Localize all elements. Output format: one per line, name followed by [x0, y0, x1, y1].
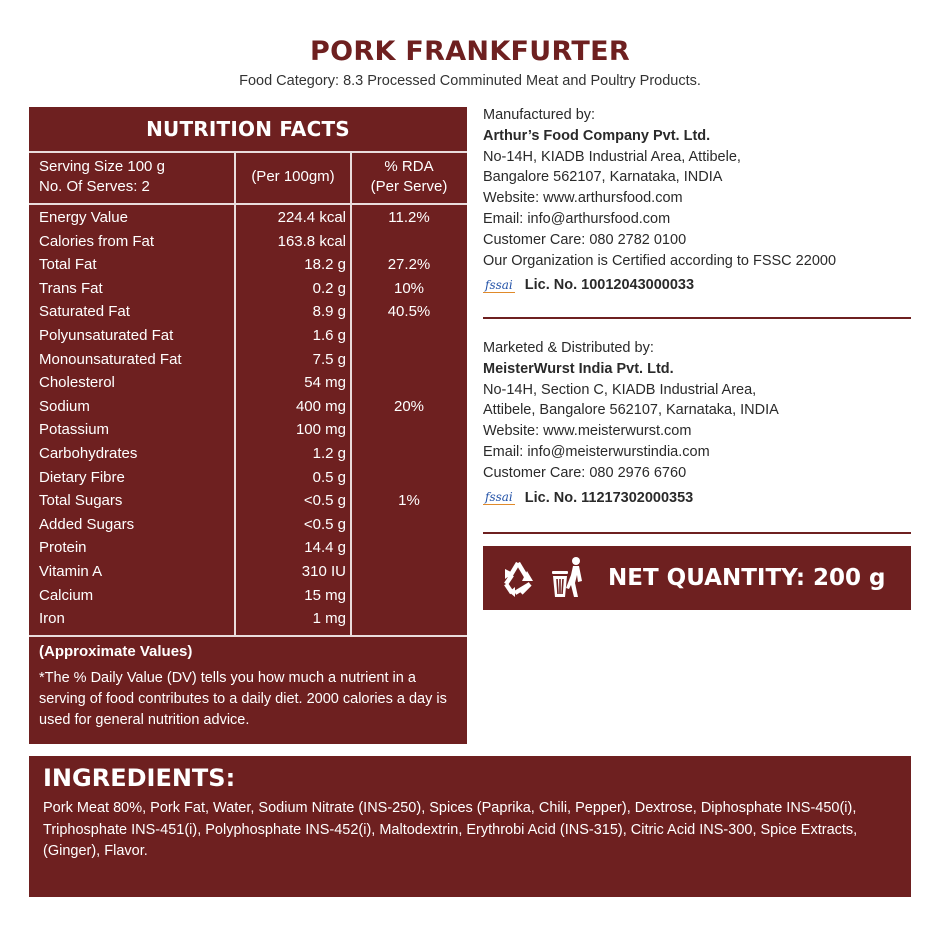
table-row — [29, 230, 467, 254]
nutrient-amount: <0.5 g — [303, 515, 346, 533]
table-row — [29, 206, 467, 230]
nutrient-name: Calcium — [39, 586, 94, 604]
nutrient-amount: <0.5 g — [303, 492, 346, 510]
table-row — [29, 418, 467, 442]
rda-header: % RDA — [384, 158, 434, 175]
marketer-email: Email: info@meisterwurstindia.com — [483, 443, 710, 460]
nutrient-rda: 1% — [398, 492, 420, 510]
nutrient-amount: 400 mg — [295, 397, 346, 415]
net-quantity-box — [483, 546, 911, 610]
table-row — [29, 489, 467, 513]
nutrient-rda: 27.2% — [387, 256, 431, 274]
marketer-license: Lic. No. 11217302000353 — [524, 489, 694, 506]
nutrient-name: Carbohydrates — [39, 445, 138, 462]
nutrition-facts-panel — [29, 107, 467, 744]
nutrient-name: Total Fat — [39, 256, 97, 274]
marketer-license-line — [483, 488, 913, 509]
nutrient-rda: 11.2% — [388, 209, 430, 226]
manufacturer-website: Website: www.arthursfood.com — [483, 190, 683, 207]
nutrient-name: Vitamin A — [39, 563, 103, 580]
manufacturer-address-1: No-14H, KIADB Industrial Area, Attibele, — [483, 148, 741, 165]
table-row — [29, 395, 467, 419]
section-divider-1 — [483, 317, 911, 319]
manufacturer-block — [483, 105, 913, 296]
section-divider-2 — [483, 532, 911, 534]
nutrient-name: Potassium — [39, 421, 110, 439]
nutrient-name: Cholesterol — [39, 374, 115, 392]
approximate-values-note: (Approximate Values) — [39, 643, 193, 660]
nutrition-facts-title: NUTRITION FACTS — [146, 117, 350, 141]
table-row — [29, 348, 467, 372]
marketer-customer-care: Customer Care: 080 2976 6760 — [483, 464, 687, 481]
table-row — [29, 560, 467, 584]
table-header-line — [29, 203, 467, 205]
nutrient-amount: 1.2 g — [312, 445, 346, 462]
nutrient-rda: 40.5% — [387, 303, 431, 321]
table-row — [29, 607, 467, 631]
table-row — [29, 584, 467, 608]
table-row — [29, 536, 467, 560]
table-row — [29, 253, 467, 277]
nutrient-amount: 310 IU — [301, 563, 346, 580]
rda-per-serve-header: (Per Serve) — [370, 178, 448, 195]
litter-bin-icon — [549, 555, 587, 601]
number-of-serves: No. Of Serves: 2 — [39, 178, 150, 195]
nutrient-name: Total Sugars — [39, 492, 123, 510]
manufacturer-heading: Manufactured by: — [483, 107, 596, 123]
nutrient-amount: 0.2 g — [312, 279, 346, 297]
nutrient-name: Monounsaturated Fat — [39, 350, 182, 368]
nutrient-amount: 8.9 g — [312, 303, 346, 321]
nutrient-amount: 100 mg — [295, 421, 346, 439]
nutrient-amount: 163.8 kcal — [277, 232, 346, 250]
nutrient-amount: 15 mg — [304, 586, 346, 604]
nutrient-amount: 7.5 g — [312, 350, 346, 368]
nutrient-amount: 1 mg — [312, 610, 346, 628]
nutrient-name: Protein — [39, 539, 87, 557]
fssai-logo-icon: fssai — [485, 489, 513, 504]
table-top-line — [29, 151, 467, 153]
nutrient-name: Dietary Fibre — [39, 468, 125, 486]
ingredients-text: Pork Meat 80%, Pork Fat, Water, Sodium Nitrate (INS-250), Spices (Paprika, Chili, Pepper), Dextrose, Diphosphate INS-450(i), Triphosphate INS-451(i), Polyphosphate INS-452(i), Maltodextrin, Erythrobi Acid (INS-315), Citric Acid INS-300, Spice Extracts, (Ginger), Flavor. — [43, 800, 858, 859]
nutrient-name: Saturated Fat — [39, 303, 130, 321]
ingredients-panel — [29, 756, 911, 897]
nutrient-rda: 20% — [393, 397, 425, 415]
marketer-block — [483, 338, 913, 508]
marketer-name: MeisterWurst India Pvt. Ltd. — [483, 360, 674, 377]
marketer-address-1: No-14H, Section C, KIADB Industrial Area, — [483, 381, 757, 398]
table-row — [29, 442, 467, 466]
nutrient-amount: 0.5 g — [312, 468, 346, 486]
recycle-icon — [497, 557, 539, 599]
nutrient-amount: 54 mg — [304, 374, 346, 392]
table-row — [29, 513, 467, 537]
ingredients-title: INGREDIENTS: — [43, 764, 236, 792]
nutrient-amount: 1.6 g — [312, 327, 346, 344]
daily-value-note: *The % Daily Value (DV) tells you how much a nutrient in a serving of food contributes to a daily diet. 2000 calories a day is used for general nutrition advice. — [39, 670, 447, 728]
nutrient-name: Energy Value — [39, 209, 128, 226]
nutrient-amount: 18.2 g — [304, 256, 346, 274]
fssai-logo-icon: fssai — [485, 277, 513, 292]
table-bottom-line — [29, 635, 467, 637]
table-row — [29, 324, 467, 348]
table-row — [29, 371, 467, 395]
manufacturer-license-line — [483, 275, 913, 296]
manufacturer-address-2: Bangalore 562107, Karnataka, INDIA — [483, 169, 723, 186]
manufacturer-customer-care: Customer Care: 080 2782 0100 — [483, 231, 687, 248]
product-title: PORK FRANKFURTER — [310, 36, 630, 67]
nutrient-name: Iron — [39, 610, 65, 628]
marketer-address-2: Attibele, Bangalore 562107, Karnataka, INDIA — [483, 402, 779, 419]
manufacturer-email: Email: info@arthursfood.com — [483, 210, 671, 227]
marketer-heading: Marketed & Distributed by: — [483, 340, 654, 356]
nutrient-name: Trans Fat — [39, 279, 103, 297]
nutrient-name: Added Sugars — [39, 515, 135, 533]
manufacturer-certification: Our Organization is Certified according to FSSC 22000 — [483, 252, 837, 269]
serving-size: Serving Size 100 g — [39, 158, 165, 175]
food-category: Food Category: 8.3 Processed Comminuted Meat and Poultry Products. — [239, 73, 701, 89]
manufacturer-license: Lic. No. 10012043000033 — [524, 277, 695, 294]
table-row — [29, 300, 467, 324]
nutrient-amount: 224.4 kcal — [277, 209, 346, 226]
net-quantity-label: NET QUANTITY: 200 g — [608, 565, 886, 591]
table-row — [29, 277, 467, 301]
per-100gm-header: (Per 100gm) — [251, 168, 335, 185]
nutrient-name: Sodium — [39, 397, 90, 415]
nutrient-name: Calories from Fat — [39, 232, 155, 250]
nutrient-amount: 14.4 g — [304, 539, 346, 557]
nutrient-rda: 10% — [393, 279, 425, 297]
manufacturer-name: Arthur’s Food Company Pvt. Ltd. — [483, 127, 711, 144]
nutrient-name: Polyunsaturated Fat — [39, 327, 174, 344]
table-row — [29, 466, 467, 490]
marketer-website: Website: www.meisterwurst.com — [483, 423, 692, 440]
